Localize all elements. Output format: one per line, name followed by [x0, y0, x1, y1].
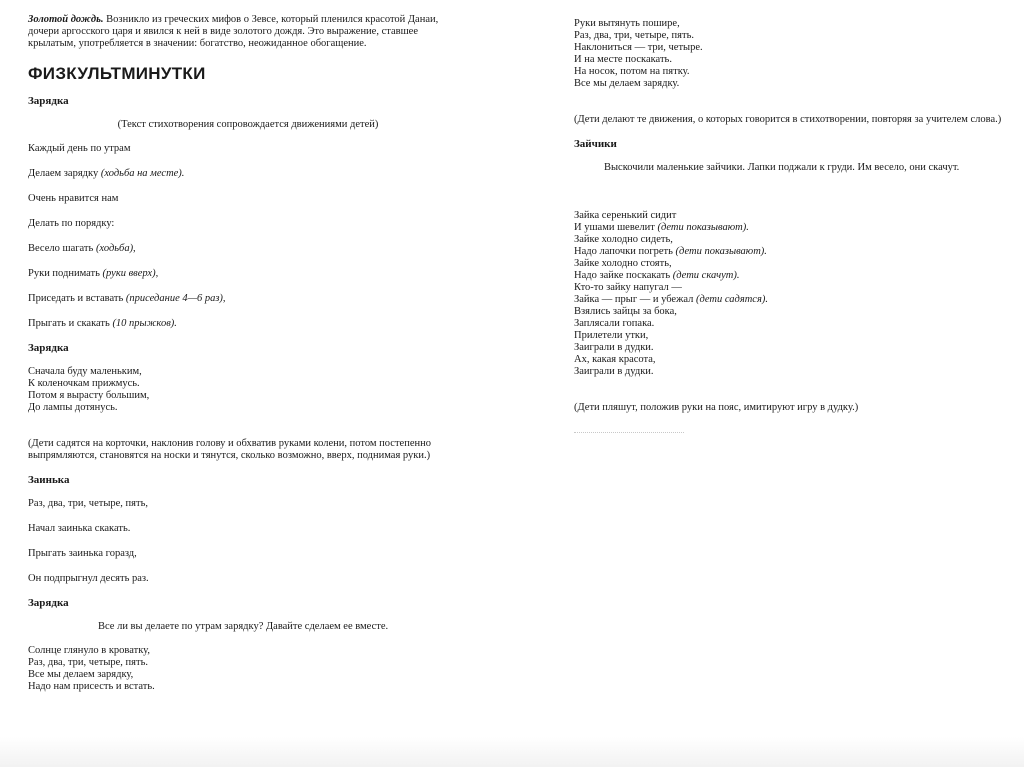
page-bottom-shadow — [0, 737, 1024, 767]
poem-line: Он подпрыгнул десять раз. — [28, 573, 149, 584]
poem-line: Надо зайке поскакать (дети скачут). — [574, 270, 740, 281]
dotted-separator — [574, 432, 684, 433]
poem-line: Все мы делаем зарядку, — [28, 669, 134, 680]
zaryadka3-note: (Дети делают те движения, о которых говорится в стихотворении, повторяя за учителем слова.) — [574, 114, 1002, 125]
zaryadka1-title: Зарядка — [28, 95, 69, 107]
poem-line: Руки поднимать (руки вверх), — [28, 268, 159, 279]
poem-line: Кто-то зайку напугал — — [574, 282, 682, 293]
poem-line: Раз, два, три, четыре, пять. — [574, 30, 695, 41]
poem-line: Весело шагать (ходьба), — [28, 243, 136, 254]
poem-line: Сначала буду маленьким, — [28, 366, 142, 377]
poem-line: Потом я вырасту большим, — [28, 390, 150, 401]
poem-line: Наклониться — три, четыре. — [574, 42, 703, 53]
zaryadka1-note: (Текст стихотворения сопровождается движениями детей) — [117, 119, 379, 130]
zaichiki-intro: Выскочили маленькие зайчики. Лапки поджали к груди. Им весело, они скачут. — [604, 162, 960, 173]
poem-line: До лампы дотянусь. — [28, 402, 118, 413]
zaryadka3-title: Зарядка — [28, 597, 69, 609]
poem-line: Очень нравится нам — [28, 193, 119, 204]
zaryadka3-lines — [28, 645, 468, 693]
zainka-lines — [28, 498, 468, 585]
section-heading: ФИЗКУЛЬТМИНУТКИ — [28, 64, 206, 83]
poem-line: Прыгать и скакать (10 прыжков). — [28, 318, 177, 329]
zainka-title: Заинька — [28, 474, 70, 486]
zaryadka1-lines — [28, 143, 468, 330]
intro-text: Возникло из греческих мифов о Зевсе, который пленился красотой Данаи, дочери аргосского царя и явился к ней в виде золотого дождя. Это выражение, ставшее крылатым, употребляется в значении: богатство, неожиданное обогащение. — [28, 14, 439, 49]
zaichiki-note: (Дети пляшут, положив руки на пояс, имитируют игру в дудку.) — [574, 402, 859, 413]
poem-line: К коленочкам прижмусь. — [28, 378, 140, 389]
poem-line: Зайка — прыг — и убежал (дети садятся). — [574, 294, 768, 305]
poem-line: Надо лапочки погреть (дети показывают). — [574, 246, 767, 257]
poem-line: Каждый день по утрам — [28, 143, 131, 154]
poem-line: Заплясали гопака. — [574, 318, 655, 329]
left-column — [28, 14, 468, 693]
poem-line: Надо нам присесть и встать. — [28, 681, 155, 692]
poem-line: Приседать и вставать (приседание 4—6 раз), — [28, 293, 226, 304]
poem-line: Делать по порядку: — [28, 218, 115, 229]
zaryadka2-note: (Дети садятся на корточки, наклонив голову и обхватив руками колени, потом постепенно выпрямляются, становятся на носки и тянутся, сколько возможно, вверх, поднимая руки.) — [28, 438, 431, 461]
intro-paragraph — [28, 14, 458, 50]
poem-line: Зайка серенький сидит — [574, 210, 677, 221]
poem-line: На носок, потом на пятку. — [574, 66, 690, 77]
zaryadka3-continued-lines — [574, 18, 1004, 90]
zaichiki-lines — [574, 210, 1004, 378]
poem-line: Прыгать заинька горазд, — [28, 548, 137, 559]
poem-line: Зайке холодно стоять, — [574, 258, 672, 269]
poem-line: Ах, какая красота, — [574, 354, 656, 365]
poem-line: Раз, два, три, четыре, пять. — [28, 657, 149, 668]
poem-line: И на месте поскакать. — [574, 54, 672, 65]
poem-line: И ушами шевелит (дети показывают). — [574, 222, 749, 233]
poem-line: Заиграли в дудки. — [574, 366, 654, 377]
poem-line: Прилетели утки, — [574, 330, 649, 341]
zaichiki-title: Зайчики — [574, 138, 617, 150]
poem-line: Солнце глянуло в кроватку, — [28, 645, 151, 656]
zaryadka2-title: Зарядка — [28, 342, 69, 354]
poem-line: Взялись зайцы за бока, — [574, 306, 677, 317]
poem-line: Руки вытянуть пошире, — [574, 18, 680, 29]
poem-line: Все мы делаем зарядку. — [574, 78, 680, 89]
poem-line: Заиграли в дудки. — [574, 342, 654, 353]
poem-line: Зайке холодно сидеть, — [574, 234, 673, 245]
poem-line: Раз, два, три, четыре, пять, — [28, 498, 149, 509]
zaryadka3-intro: Все ли вы делаете по утрам зарядку? Давайте сделаем ее вместе. — [98, 621, 389, 632]
right-column — [574, 18, 1004, 414]
zaryadka2-lines — [28, 366, 468, 414]
poem-line: Начал заинька скакать. — [28, 523, 131, 534]
intro-term: Золотой дождь. — [28, 14, 104, 25]
poem-line: Делаем зарядку (ходьба на месте). — [28, 168, 185, 179]
